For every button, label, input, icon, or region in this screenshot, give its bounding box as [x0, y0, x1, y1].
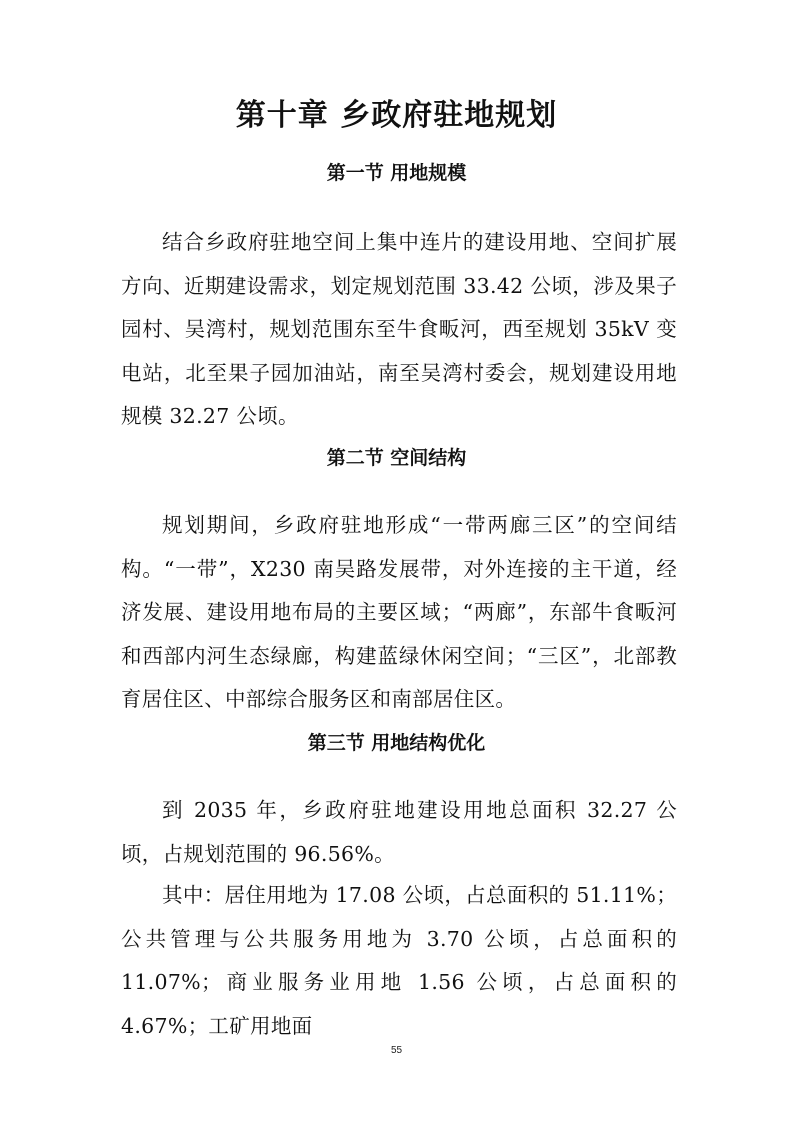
section-title-2: 第二节 空间结构: [326, 447, 467, 469]
section-3-paragraph-1: 到 2035 年，乡政府驻地建设用地总面积 32.27 公顷，占规划范围的 96.56%。: [121, 798, 677, 866]
section-3-paragraph-2: 其中：居住用地为 17.08 公顷，占总面积的 51.11%；公共管理与公共服务用地为 3.70 公顷，占总面积的 11.07%；商业服务业用地 1.56 公顷，占总面积的 4.67%；工矿用地面: [121, 883, 677, 1038]
section-2-paragraph: 规划期间，乡政府驻地形成“一带两廊三区”的空间结构。“一带”，X230 南吴路发展带，对外连接的主干道，经济发展、建设用地布局的主要区域；“两廊”，东部牛食畈河和西部内河生态绿廊，构建蓝绿休闲空间；“三区”，北部教育居住区、中部综合服务区和南部居住区。: [121, 513, 677, 711]
page-number: 55: [390, 1045, 403, 1056]
section-title-3: 第三节 用地结构优化: [307, 732, 486, 754]
section-1-paragraph: 结合乡政府驻地空间上集中连片的建设用地、空间扩展方向、近期建设需求，划定规划范围 33.42 公顷，涉及果子园村、吴湾村，规划范围东至牛食畈河，西至规划 35kV 变电站，北至果子园加油站，南至吴湾村委会，规划建设用地规模 32.27 公顷。: [121, 230, 677, 428]
section-title-1: 第一节 用地规模: [326, 162, 467, 184]
chapter-title: 第十章 乡政府驻地规划: [235, 98, 558, 133]
